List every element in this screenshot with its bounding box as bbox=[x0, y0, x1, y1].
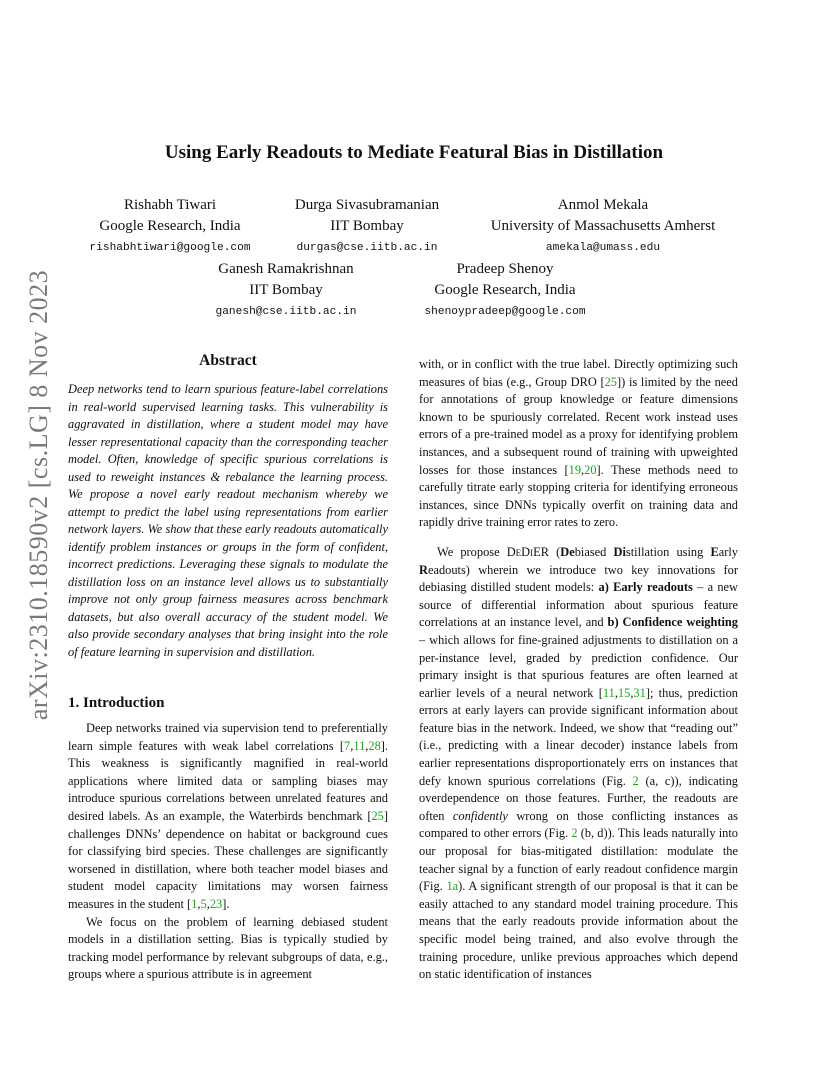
author-affiliation: Google Research, India bbox=[434, 282, 576, 298]
author-affiliation: IIT Bombay bbox=[249, 282, 323, 298]
figure-link[interactable]: 2 bbox=[571, 826, 578, 841]
citation-link[interactable]: 20 bbox=[584, 462, 597, 477]
citation-link[interactable]: 5 bbox=[200, 896, 207, 911]
intro-paragraph: Deep networks trained via supervision tend to preferentially learn simple features with weak label correlations [7,11,28]. This weakness is significantly magnified in real-world applications where limited data or sampling biases may introduce spurious correlations between unrelated features and desired labels. As an example, the Waterbirds benchmark [25] challenges DNNs’ dependence on habitat or background cues for classifying bird species. These challenges are significantly worsened in distillation, where both teacher model biases and student model capacity limitations may worsen fairness measures in the student [1,5,23]. bbox=[68, 721, 388, 911]
figure-link[interactable]: 1a bbox=[446, 879, 459, 894]
author-affiliation: IIT Bombay bbox=[330, 218, 404, 234]
right-column bbox=[419, 356, 738, 984]
author-email: ganesh@cse.iitb.ac.in bbox=[215, 306, 357, 318]
author-email: rishabhtiwari@google.com bbox=[89, 242, 251, 254]
citation-link[interactable]: 31 bbox=[633, 685, 646, 700]
citation-link[interactable]: 15 bbox=[617, 685, 631, 700]
author-email: amekala@umass.edu bbox=[545, 242, 661, 254]
author-block bbox=[70, 195, 270, 259]
author-affiliation: University of Massachusetts Amherst bbox=[490, 218, 716, 234]
citation-link[interactable]: 11 bbox=[353, 738, 366, 753]
author-name: Ganesh Ramakrishnan bbox=[218, 261, 354, 277]
arxiv-sidebar bbox=[14, 269, 64, 721]
author-name: Durga Sivasubramanian bbox=[294, 197, 440, 213]
author-block bbox=[186, 259, 386, 323]
intro-column bbox=[68, 720, 388, 984]
abstract-heading: Abstract bbox=[199, 352, 257, 369]
author-affiliation: Google Research, India bbox=[99, 218, 241, 234]
author-email: durgas@cse.iitb.ac.in bbox=[296, 242, 438, 254]
author-name: Pradeep Shenoy bbox=[456, 261, 554, 277]
paper-title: Using Early Readouts to Mediate Featural Bias in Distillation bbox=[164, 142, 664, 163]
body-paragraph: with, or in conflict with the true label. Directly optimizing such measures of bias (e.g., Group DRO [25]) is limited by the need for annotations of group knowledge or feature dimensions known to be spuriously correlated. Recent work instead uses errors of a pre-trained model as a proxy for identifying problem instances, and a subsequent round of training with upweighted losses for those instances [19,20]. These methods need to carefully titrate early stopping criteria for identifying erroneous instances, since DNNs typically overfit on training data and rapidly drive training error rates to zero. bbox=[419, 357, 739, 530]
citation-link[interactable]: 28 bbox=[368, 738, 381, 753]
citation-link[interactable]: 23 bbox=[209, 896, 223, 911]
citation-link[interactable]: 1 bbox=[191, 896, 198, 911]
author-name: Rishabh Tiwari bbox=[123, 197, 217, 213]
method-name: DeDiER bbox=[506, 544, 549, 559]
citation-link[interactable]: 25 bbox=[371, 808, 384, 823]
body-paragraph: We propose DeDiER (Debiased Distillation using Early Readouts) wherein we introduce two key innovations for debiasing distilled student models: a) Early readouts – a new source of differential information about spurious feature correlations at an instance level, and b) Confidence weighting – which allows for fine-grained adjustments to distillation on a per-instance level, graded by prediction confidence. Our primary insight is that spurious features are often learned at earlier levels of a neural network [11,15,31]; thus, prediction errors at early layers can provide significant information about feature bias in the network. Indeed, we show that “reading out” (i.e., predicting with a linear decoder) instance labels from earlier representations disproportionately errs on instances that defy known spurious correlations (Fig. 2 (a, c)), indicating overdependence on those features. Further, the readouts are often confidently wrong on those conflicting instances as compared to other errors (Fig. 2 (b, d)). This leads naturally into our proposal for bias-mitigated distillation: modulate the teacher signal by a function of early readout confidence margin (Fig. 1a). A significant strength of our proposal is that it can be easily attached to any standard model training procedure. This means that the early readouts provide information about the specific model being trained, and also evolve through the training procedure, unlike previous approaches which depend on static identification of instances bbox=[419, 544, 739, 982]
citation-link[interactable]: 7 bbox=[344, 738, 351, 753]
author-block bbox=[405, 259, 605, 323]
author-block bbox=[463, 195, 743, 259]
author-email: shenoypradeep@google.com bbox=[424, 306, 586, 318]
citation-link[interactable]: 25 bbox=[604, 374, 617, 389]
citation-link[interactable]: 19 bbox=[568, 462, 582, 477]
arxiv-id: arXiv:2310.18590v2 [cs.LG] 8 Nov 2023 bbox=[24, 269, 53, 721]
author-name: Anmol Mekala bbox=[557, 197, 649, 213]
abstract-text: Deep networks tend to learn spurious feature-label correlations in real-world supervised learning tasks. This vulnerability is aggravated in distillation, where a student model may have lesser representational capacity than the corresponding teacher model. Often, knowledge of specific spurious correlations is used to reweight instances & rebalance the learning process. We propose a novel early readout mechanism whereby we attempt to predict the label using representations from earlier network layers. We show that these early readouts automatically identify problem instances or groups in the form of confident, incorrect predictions. Leveraging these signals to modulate the distillation loss on an instance level allows us to substantially improve not only group fairness measures across benchmark datasets, but also overall accuracy of the student model. We also provide secondary analyses that bring insight into the role of feature learning in supervision and distillation. bbox=[68, 382, 388, 659]
intro-paragraph: We focus on the problem of learning debiased student models in a distillation setting. Bias is typically studied by tracking model performance by relevant subgroups of data, e.g., groups where a spurious attribute is in agreement bbox=[68, 914, 388, 982]
author-block bbox=[267, 195, 467, 259]
figure-link[interactable]: 2 bbox=[632, 773, 639, 788]
citation-link[interactable]: 11 bbox=[602, 685, 615, 700]
section-heading: 1. Introduction bbox=[68, 695, 165, 711]
